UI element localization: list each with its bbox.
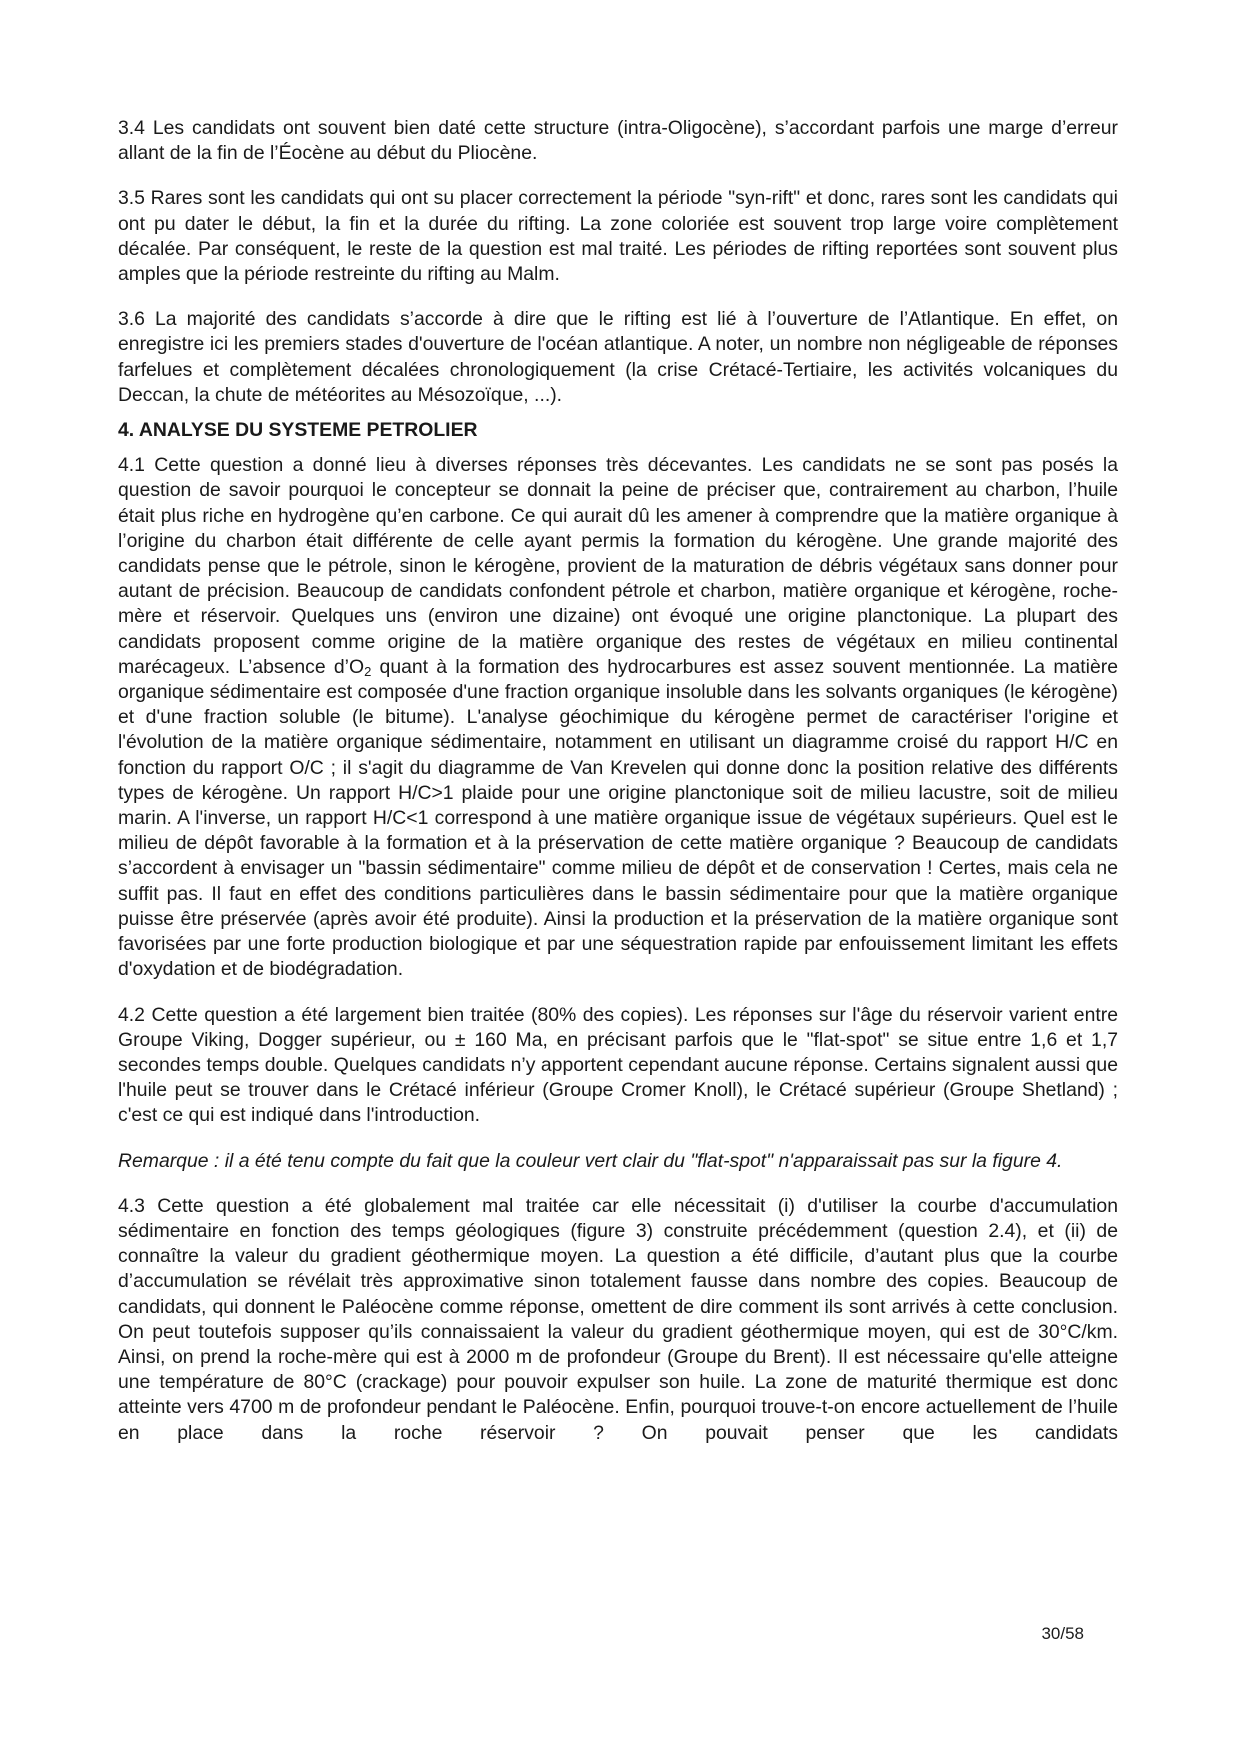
page-number: 30/58 (1041, 1624, 1084, 1643)
subscript-2: 2 (364, 663, 372, 679)
spacer (118, 1174, 1118, 1194)
document-page (118, 116, 1118, 1446)
paragraph-4-1-part-a: 4.1 Cette question a donné lieu à diverses réponses très décevantes. Les candidats ne se sont pas posés la question de savoir pourquoi le concepteur se donnait la peine de préciser que, contrairement au charbon, l’huile était plus riche en hydrogène qu’en carbone. Ce qui aurait dû les amener à comprendre que la matière organique à l’origine du charbon était différente de celle ayant permis la formation du kérogène. Une grande majorité des candidats pense que le pétrole, sinon le kérogène, provient de la maturation de débris végétaux sans donner pour autant de précision. Beaucoup de candidats confondent pétrole et charbon, matière organique et kérogène, roche-mère et réservoir. Quelques uns (environ une dizaine) ont évoqué une origine planctonique. La plupart des candidats proposent comme origine de la matière organique des restes de végétaux en milieu continental marécageux. L’absence d’O (118, 454, 1118, 678)
paragraph-3-5: 3.5 Rares sont les candidats qui ont su placer correctement la période "syn-rift" et donc, rares sont les candidats qui ont pu dater le début, la fin et la durée du rifting. La zone coloriée est souvent trop large voire complètement décalée. Par conséquent, le reste de la question est mal traité. Les périodes de rifting reportées sont souvent plus amples que la période restreinte du rifting au Malm. (118, 187, 1118, 286)
remark-paragraph: Remarque : il a été tenu compte du fait que la couleur vert clair du "flat-spot" n'apparaissait pas sur la figure 4. (118, 1149, 1063, 1172)
paragraph-4-1 (118, 453, 1118, 982)
spacer (118, 166, 1118, 186)
paragraph-3-4: 3.4 Les candidats ont souvent bien daté cette structure (intra-Oligocène), s’accordant parfois une marge d’erreur allant de la fin de l’Éocène au début du Pliocène. (118, 117, 1118, 165)
spacer (118, 1129, 1118, 1149)
spacer (118, 443, 1118, 453)
paragraph-3-6: 3.6 La majorité des candidats s’accorde à dire que le rifting est lié à l’ouverture de l’Atlantique. En effet, on enregistre ici les premiers stades d'ouverture de l'océan atlantique. A noter, un nombre non négligeable de réponses farfelues et complètement décalées chronologiquement (la crise Crétacé-Tertiaire, les activités volcaniques du Deccan, la chute de météorites au Mésozoïque, ...). (118, 308, 1118, 406)
spacer (118, 408, 1118, 418)
paragraph-4-2: 4.2 Cette question a été largement bien traitée (80% des copies). Les réponses sur l'âge du réservoir varient entre Groupe Viking, Dogger supérieur, ou ± 160 Ma, en précisant parfois que le "flat-spot" se situe entre 1,6 et 1,7 secondes temps double. Quelques candidats n’y apportent cependant aucune réponse. Certains signalent aussi que l'huile peut se trouver dans le Crétacé inférieur (Groupe Cromer Knoll), le Crétacé supérieur (Groupe Shetland) ; c'est ce qui est indiqué dans l'introduction. (118, 1003, 1118, 1127)
spacer (118, 287, 1118, 307)
section-heading-4: 4. ANALYSE DU SYSTEME PETROLIER (118, 419, 478, 442)
spacer (118, 983, 1118, 1003)
paragraph-4-1-part-b: quant à la formation des hydrocarbures est assez souvent mentionnée. La matière organique sédimentaire est composée d'une fraction organique insoluble dans les solvants organiques (le kérogène) et d'une fraction soluble (le bitume). L'analyse géochimique du kérogène permet de caractériser l'origine et l'évolution de la matière organique sédimentaire, notamment en utilisant un diagramme croisé du rapport H/C en fonction du rapport O/C ; il s'agit du diagramme de Van Krevelen qui donne donc la position relative des différents types de kérogène. Un rapport H/C>1 plaide pour une origine planctonique soit de milieu lacustre, soit de milieu marin. A l'inverse, un rapport H/C<1 correspond à une matière organique issue de végétaux supérieurs. Quel est le milieu de dépôt favorable à la formation et à la préservation de cette matière organique ? Beaucoup de candidats s’accordent à envisager un "bassin sédimentaire" comme milieu de dépôt et de conservation ! Certes, mais cela ne suffit pas. Il faut en effet des conditions particulières dans le bassin sédimentaire pour que la matière organique puisse être préservée (après avoir été produite). Ainsi la production et la préservation de la matière organique sont favorisées par une forte production biologique et par une séquestration rapide par enfouissement limitant les effets d'oxydation et de biodégradation. (118, 655, 1118, 981)
paragraph-4-3: 4.3 Cette question a été globalement mal traitée car elle nécessitait (i) d'utiliser la courbe d'accumulation sédimentaire en fonction des temps géologiques (figure 3) construite précédemment (question 2.4), et (ii) de connaître la valeur du gradient géothermique moyen. La question a été difficile, d’autant plus que la courbe d’accumulation se révélait très approximative sinon totalement fausse dans nombre des copies. Beaucoup de candidats, qui donnent le Paléocène comme réponse, omettent de dire comment ils sont arrivés à cette conclusion. On peut toutefois supposer qu’ils connaissaient la valeur du gradient géothermique moyen, qui est de 30°C/km. Ainsi, on prend la roche-mère qui est à 2000 m de profondeur (Groupe du Brent). Il est nécessaire qu'elle atteigne une température de 80°C (crackage) pour pouvoir expulser son huile. La zone de maturité thermique est donc atteinte vers 4700 m de profondeur pendant le Paléocène. Enfin, pourquoi trouve-t-on encore actuellement de l’huile en place dans la roche réservoir ? On pouvait penser que les candidats (118, 1194, 1118, 1444)
